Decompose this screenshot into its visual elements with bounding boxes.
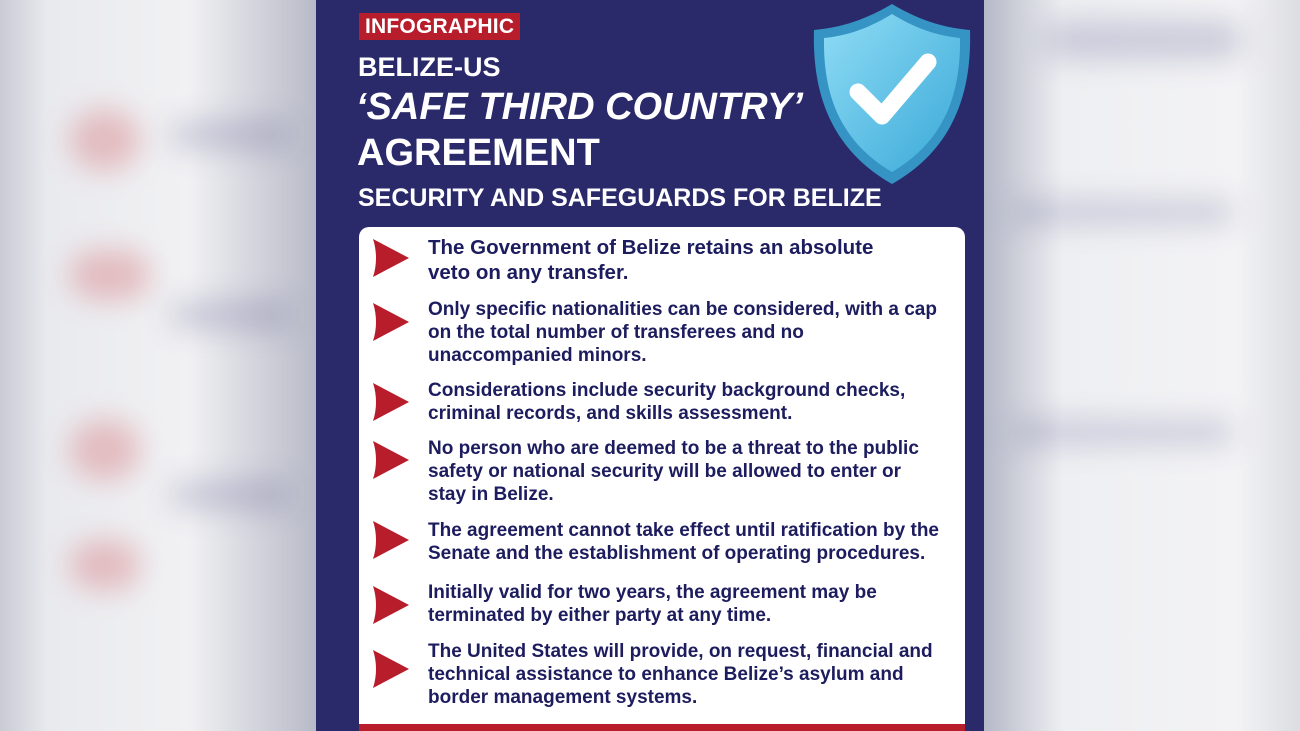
item-text: [428, 640, 948, 709]
item-line: Initially valid for two years, the agreement may be: [428, 582, 877, 603]
item-line: The Government of Belize retains an absolute: [428, 236, 874, 259]
play-arrow-icon: [369, 237, 411, 279]
item-text: [428, 298, 948, 367]
blurred-background-left: [0, 0, 316, 731]
item-line: on the total number of transferees and no: [428, 322, 804, 343]
item-line: Only specific nationalities can be considered, with a cap: [428, 299, 937, 320]
safeguards-card: [359, 227, 965, 731]
item-line: Considerations include security background checks,: [428, 380, 906, 401]
item-text: [428, 519, 948, 565]
item-line: unaccompanied minors.: [428, 345, 647, 366]
item-line: Senate and the establishment of operating procedures.: [428, 543, 926, 564]
item-line: border management systems.: [428, 687, 698, 708]
item-line: No person who are deemed to be a threat to the public: [428, 438, 919, 459]
item-line: stay in Belize.: [428, 484, 554, 505]
play-arrow-icon: [369, 301, 411, 343]
item-line: veto on any transfer.: [428, 261, 629, 284]
bottom-accent-bar: [359, 724, 965, 731]
play-arrow-icon: [369, 439, 411, 481]
title-line-1: BELIZE-US: [358, 52, 501, 82]
item-text: [428, 379, 948, 425]
play-arrow-icon: [369, 584, 411, 626]
title-line-3: AGREEMENT: [357, 132, 600, 174]
item-text: [428, 437, 948, 506]
item-line: technical assistance to enhance Belize’s asylum and: [428, 664, 904, 685]
subtitle: SECURITY AND SAFEGUARDS FOR BELIZE: [358, 184, 882, 212]
play-arrow-icon: [369, 381, 411, 423]
title-line-2: ‘SAFE THIRD COUNTRY’: [356, 86, 803, 128]
item-line: The agreement cannot take effect until ratification by the: [428, 520, 939, 541]
infographic-panel: [316, 0, 984, 731]
item-line: The United States will provide, on request, financial and: [428, 641, 933, 662]
item-line: safety or national security will be allowed to enter or: [428, 461, 902, 482]
play-arrow-icon: [369, 519, 411, 561]
blurred-background-right: [984, 0, 1300, 731]
play-arrow-icon: [369, 648, 411, 690]
item-text: [428, 235, 948, 285]
item-line: terminated by either party at any time.: [428, 605, 772, 626]
shield-check-icon: [812, 0, 972, 186]
infographic-tag: INFOGRAPHIC: [359, 13, 520, 40]
item-text: [428, 581, 948, 627]
item-line: criminal records, and skills assessment.: [428, 403, 793, 424]
